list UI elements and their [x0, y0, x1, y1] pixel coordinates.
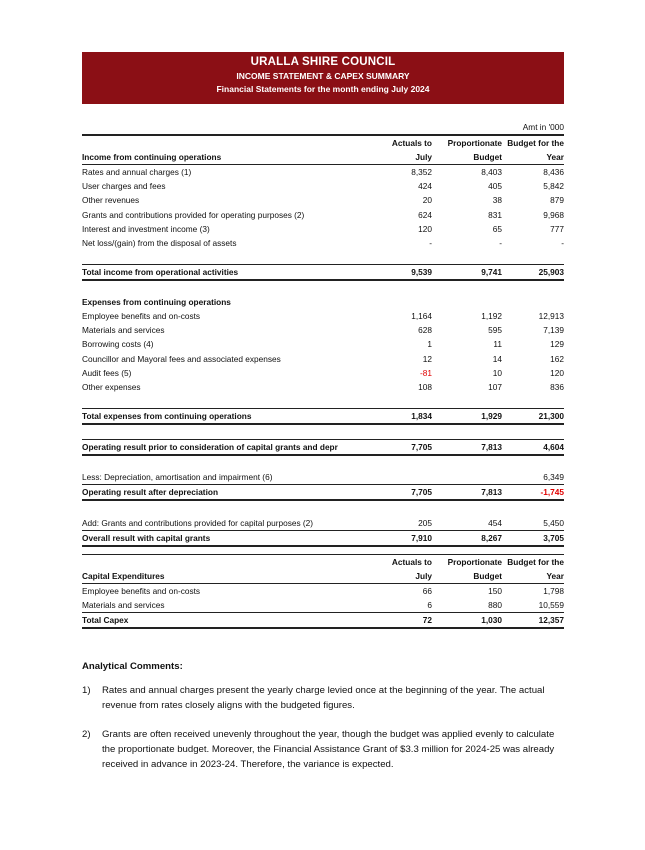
- units-row: [82, 120, 564, 135]
- table-row: Other revenues 20 38 879: [82, 195, 564, 206]
- spacer-row: [82, 394, 564, 409]
- total-capex-row: Total Capex 72 1,030 12,357: [82, 613, 564, 629]
- overall-result-row: Overall result with capital grants 7,910 8,267 3,705: [82, 530, 564, 546]
- capex-col-year-line2: Year: [502, 569, 564, 584]
- table-row: Interest and investment income (3) 120 65 777: [82, 223, 564, 234]
- capex-header-row-1: [82, 555, 564, 570]
- comment-number: 1): [82, 685, 91, 696]
- capex-col-proportionate-line1: Proportionate: [432, 555, 502, 570]
- income-heading: Income from continuing operations: [82, 150, 372, 165]
- council-name: URALLA SHIRE COUNCIL: [250, 56, 396, 68]
- column-header-row-2: [82, 150, 564, 165]
- col-proportionate-line2: Budget: [432, 150, 502, 165]
- list-item: [82, 727, 564, 772]
- income-statement-table: [82, 120, 564, 547]
- table-row: Other expenses 108 107 836: [82, 381, 564, 392]
- table-row: Employee benefits and on-costs 66 150 1,798: [82, 586, 564, 597]
- table-row: Rates and annual charges (1) 8,352 8,403 8,436: [82, 167, 564, 178]
- capex-heading: Capital Expenditures: [82, 569, 372, 584]
- table-row: Materials and services 628 595 7,139: [82, 325, 564, 336]
- capex-col-year-line1: Budget for the: [502, 555, 564, 570]
- negative-value: -1,745: [502, 485, 564, 501]
- capex-col-proportionate-line2: Budget: [432, 569, 502, 584]
- table-row: Materials and services 6 880 10,559: [82, 598, 564, 613]
- capex-header-row-2: [82, 569, 564, 584]
- table-row: Councillor and Mayoral fees and associated expenses 12 14 162: [82, 353, 564, 364]
- table-row: Net loss/(gain) from the disposal of assets - - -: [82, 237, 564, 248]
- capex-col-actuals-line2: July: [372, 569, 432, 584]
- col-year-line2: Year: [502, 150, 564, 165]
- comment-number: 2): [82, 729, 91, 740]
- depreciation-row: Less: Depreciation, amortisation and impairment (6) 6,349: [82, 470, 564, 485]
- spacer-row: [82, 424, 564, 440]
- total-expenses-row: Total expenses from continuing operations 1,834 1,929 21,300: [82, 408, 564, 424]
- spacer-row: [82, 500, 564, 515]
- comments-heading: Analytical Comments:: [82, 661, 183, 672]
- report-banner: [82, 52, 564, 104]
- analytical-comments: [82, 659, 564, 786]
- table-row: Audit fees (5) -81 10 120: [82, 366, 564, 380]
- capex-table: [82, 554, 564, 629]
- after-depreciation-row: Operating result after depreciation 7,705 7,813 -1,745: [82, 485, 564, 501]
- report-subtitle: INCOME STATEMENT & CAPEX SUMMARY: [236, 71, 410, 81]
- negative-value: -81: [420, 367, 432, 378]
- table-row: Grants and contributions provided for operating purposes (2) 624 831 9,968: [82, 209, 564, 220]
- spacer-row: [82, 455, 564, 470]
- col-proportionate-line1: Proportionate: [447, 138, 502, 149]
- table-row: User charges and fees 424 405 5,842: [82, 181, 564, 192]
- column-header-row-1: [82, 135, 564, 150]
- spacer-row: [82, 250, 564, 265]
- col-actuals-line1: Actuals to: [391, 138, 432, 149]
- capital-grants-row: Add: Grants and contributions provided for capital purposes (2) 205 454 5,450: [82, 516, 564, 531]
- total-income-row: Total income from operational activities 9,539 9,741 25,903: [82, 264, 564, 280]
- col-year-line1: Budget for the: [507, 138, 564, 149]
- expenses-heading-row: [82, 295, 564, 309]
- comments-list: [82, 683, 564, 772]
- report-period: Financial Statements for the month ending July 2024: [216, 84, 430, 94]
- comment-text: Rates and annual charges present the yearly charge levied once at the beginning of the year. The actual revenue from rates closely aligns with the budgeted figures.: [102, 685, 545, 711]
- operating-result-row: Operating result prior to consideration of capital grants and depr 7,705 7,813 4,604: [82, 440, 564, 456]
- comment-text: Grants are often received unevenly throughout the year, though the budget was applied evenly to calculate the proportionate budget. Moreover, the Financial Assistance Grant of $3.3 million for 2024-25 was already received in advance in 2023-24. Therefore, the variance is expected.: [102, 729, 555, 770]
- spacer-row: [82, 280, 564, 295]
- table-row: Borrowing costs (4) 1 11 129: [82, 339, 564, 350]
- units-label: Amt in '000: [502, 120, 564, 135]
- expenses-heading: Expenses from continuing operations: [82, 297, 231, 308]
- capex-col-actuals-line1: Actuals to: [372, 555, 432, 570]
- list-item: [82, 683, 564, 713]
- col-actuals-line2: July: [372, 150, 432, 165]
- table-row: Employee benefits and on-costs 1,164 1,192 12,913: [82, 311, 564, 322]
